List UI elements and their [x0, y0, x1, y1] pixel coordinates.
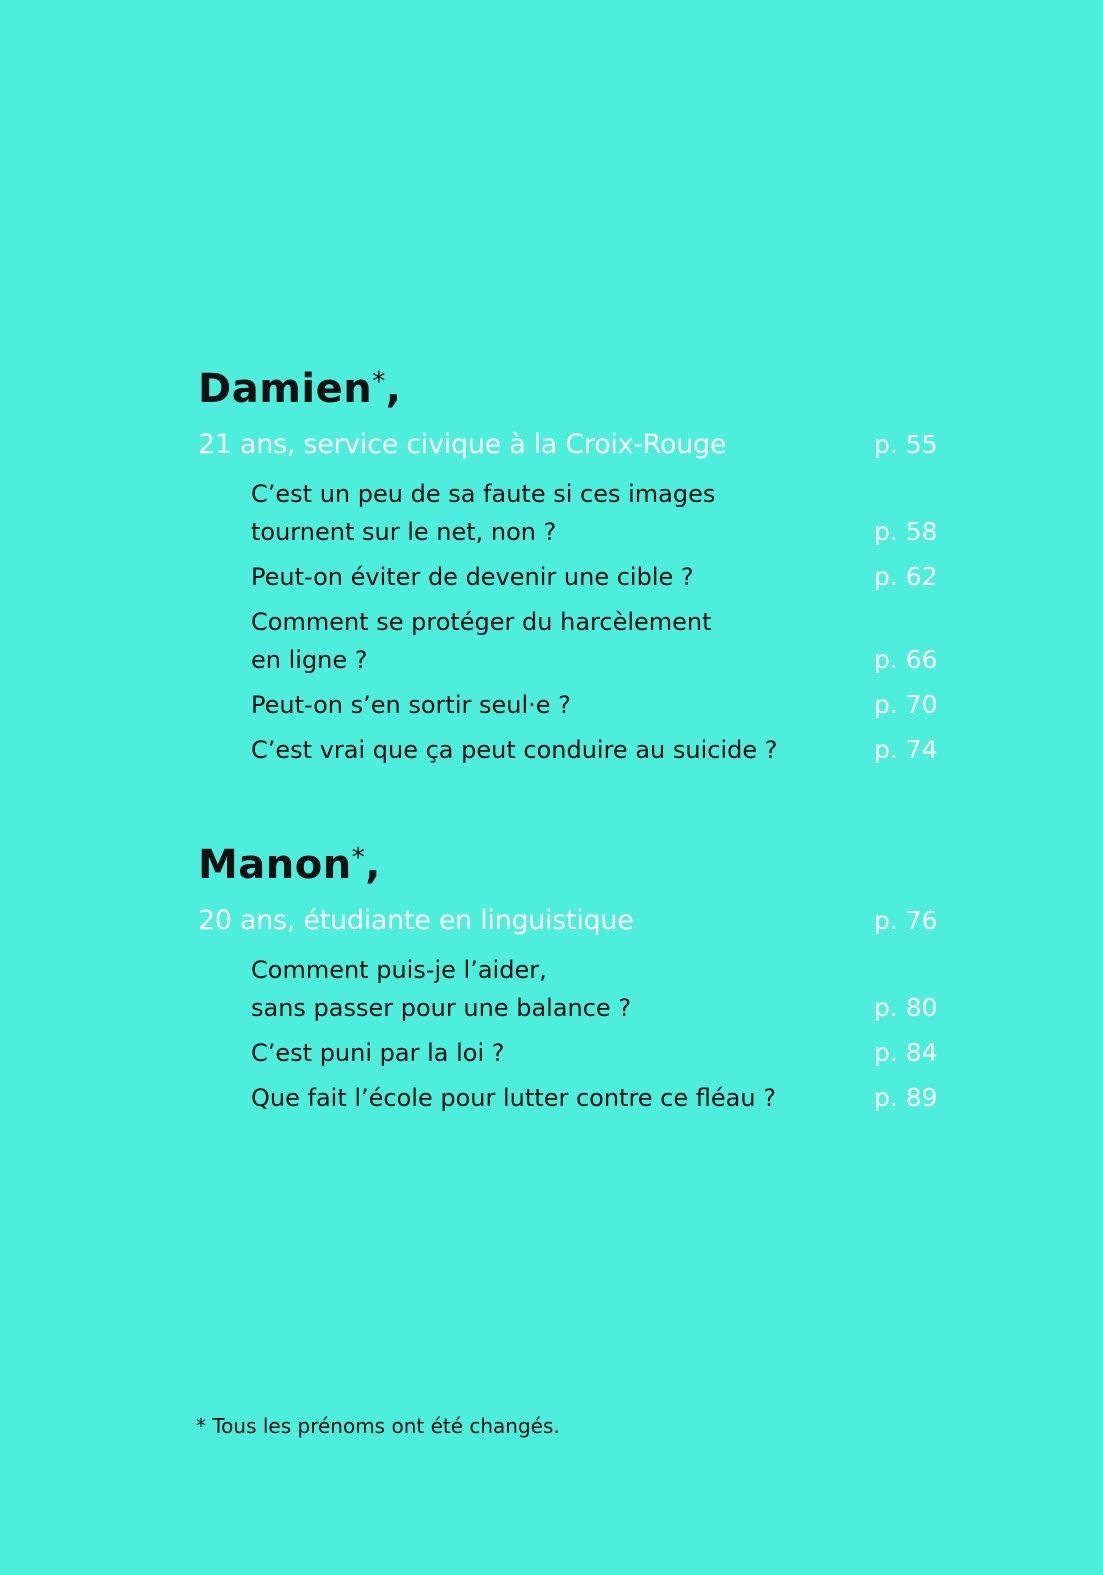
toc-section-manon: [198, 832, 958, 1124]
section-page-number: p. 55: [874, 430, 938, 459]
toc-entry[interactable]: [198, 686, 958, 724]
toc-entry-page: p. 58: [874, 517, 938, 546]
toc-entry-title: C’est vrai que ça peut conduire au suicide ?: [251, 736, 778, 764]
heading-comma: ,: [365, 842, 381, 888]
toc-entry-page: p. 66: [874, 645, 938, 674]
section-subtitle-row: [198, 901, 958, 941]
asterisk-mark: *: [372, 367, 386, 397]
toc-entry[interactable]: [198, 1079, 958, 1117]
toc-entry-page: p. 70: [874, 690, 938, 719]
question-list: [198, 475, 958, 769]
section-heading: [198, 832, 958, 891]
toc-entry[interactable]: [198, 475, 958, 551]
toc-entry-title: C’est un peu de sa faute si ces images tournent sur le net, non ?: [251, 480, 716, 546]
toc-section-damien: [198, 356, 958, 776]
toc-entry-page: p. 89: [874, 1083, 938, 1112]
section-subtitle-row: [198, 425, 958, 465]
person-name: Damien: [198, 366, 373, 412]
toc-entry[interactable]: [198, 558, 958, 596]
toc-entry[interactable]: [198, 731, 958, 769]
section-heading: [198, 356, 958, 415]
question-list: [198, 951, 958, 1117]
toc-entry-title: Comment se protéger du harcèlement en ligne ?: [251, 608, 712, 674]
toc-entry-page: p. 80: [874, 993, 938, 1022]
toc-entry[interactable]: [198, 1034, 958, 1072]
asterisk-mark: *: [351, 843, 366, 873]
toc-entry-title: Peut-on éviter de devenir une cible ?: [251, 563, 694, 591]
toc-entry-page: p. 62: [874, 562, 938, 591]
toc-entry-title: C’est puni par la loi ?: [251, 1039, 505, 1067]
toc-entry-page: p. 84: [874, 1038, 938, 1067]
footnote: * Tous les prénoms ont été changés.: [196, 1414, 560, 1438]
section-subtitle: 21 ans, service civique à la Croix-Rouge: [198, 429, 727, 460]
toc-entry[interactable]: [198, 951, 958, 1027]
section-page-number: p. 76: [874, 906, 938, 935]
person-name: Manon: [198, 842, 352, 888]
toc-entry[interactable]: [198, 603, 958, 679]
toc-entry-title: Peut-on s’en sortir seul·e ?: [251, 691, 571, 719]
toc-entry-title: Comment puis-je l’aider, sans passer pour une balance ?: [251, 956, 632, 1022]
section-subtitle: 20 ans, étudiante en linguistique: [198, 905, 634, 936]
toc-entry-page: p. 74: [874, 735, 938, 764]
heading-comma: ,: [385, 366, 402, 412]
toc-entry-title: Que fait l’école pour lutter contre ce fléau ?: [251, 1084, 776, 1112]
